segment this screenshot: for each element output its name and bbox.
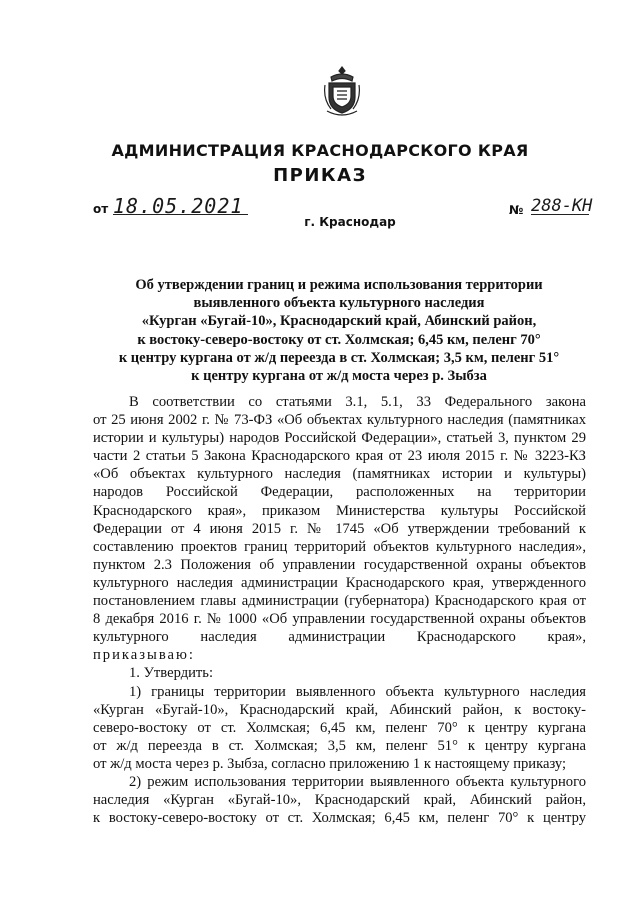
body-line: 1. Утвердить:	[129, 665, 214, 682]
title-line: к центру кургана от ж/д моста через р. Зыбза	[191, 368, 487, 385]
body-line: культурного наследия администрации Краснодарского края, утвержденного	[93, 574, 586, 591]
body-line: от 25 июня 2002 г. № 73-ФЗ «Об объектах культурного наследия (памятниках	[93, 412, 586, 429]
body-line: В соответствии со статьями 3.1, 5.1, 33 Федерального закона	[129, 394, 586, 410]
body-line: «Об объектах культурного наследия (памятниках истории и культуры)	[93, 466, 586, 483]
body-line: от ж/д переезда в ст. Холмская; 3,5 км, пеленг 51° к центру кургана	[93, 737, 586, 754]
body-line: от ж/д моста через р. Зыбза, согласно приложению 1 к настоящему приказу;	[93, 755, 567, 772]
date-prefix: от	[93, 202, 109, 216]
document-body	[93, 393, 586, 827]
body-line: народов Российской Федерации, расположенных на территории	[93, 484, 586, 501]
title-line: «Курган «Бугай-10», Краснодарский край, Абинский район,	[141, 313, 537, 330]
body-line: к востоку-северо-востоку от ст. Холмская; 6,45 км, пеленг 70° к центру	[93, 810, 586, 827]
handwritten-date: 18.05.2021	[113, 194, 244, 218]
number-prefix: №	[509, 203, 524, 217]
document-title	[100, 276, 578, 385]
city-name: г. Краснодар	[304, 215, 396, 229]
body-line: 2) режим использования территории выявленного объекта культурного	[129, 773, 586, 790]
title-line: выявленного объекта культурного наследия	[193, 295, 485, 312]
body-line: составлению проектов границ территорий объектов культурного наследия»,	[93, 538, 586, 555]
body-line-prikazyvayu: приказываю:	[93, 647, 195, 664]
document-type: ПРИКАЗ	[273, 165, 367, 186]
body-line: истории и культуры) народов Российской Федерации», статьей 3, пунктом 29	[93, 430, 586, 447]
title-line: к востоку-северо-востоку от ст. Холмская; 6,45 км, пеленг 70°	[137, 331, 541, 348]
organization-name: АДМИНИСТРАЦИЯ КРАСНОДАРСКОГО КРАЯ	[111, 141, 529, 160]
coat-of-arms-icon	[323, 65, 361, 117]
title-line: к центру кургана от ж/д переезда в ст. Холмская; 3,5 км, пеленг 51°	[118, 349, 560, 366]
body-line: культурного наследия администрации Краснодарского края»,	[93, 629, 586, 646]
body-line: Краснодарского края», приказом Министерства культуры Российской	[93, 502, 586, 519]
body-line: «Курган «Бугай-10», Краснодарский край, Абинский район, к востоку-	[93, 701, 586, 718]
body-line: постановлением главы администрации (губернатора) Краснодарского края от	[93, 593, 586, 610]
handwritten-number: 288-КН	[531, 196, 593, 216]
body-line: 8 декабря 2016 г. № 1000 «Об управлении государственной охраны объектов	[93, 611, 586, 628]
body-line: северо-востоку от ст. Холмская; 6,45 км, пеленг 70° к центру кургана	[93, 719, 586, 736]
body-line: Федерации от 4 июня 2015 г. № 1745 «Об утверждении требований к	[93, 520, 586, 537]
body-line: части 2 статьи 5 Закона Краснодарского края от 23 июля 2015 г. № 3223-КЗ	[93, 448, 586, 465]
title-line: Об утверждении границ и режима использования территории	[135, 277, 543, 293]
body-line: 1) границы территории выявленного объекта культурного наследия	[129, 683, 586, 700]
body-line: пунктом 2.3 Положения об управлении государственной охраны объектов	[93, 556, 586, 573]
body-line: наследия «Курган «Бугай-10», Краснодарский край, Абинский район,	[93, 792, 586, 809]
